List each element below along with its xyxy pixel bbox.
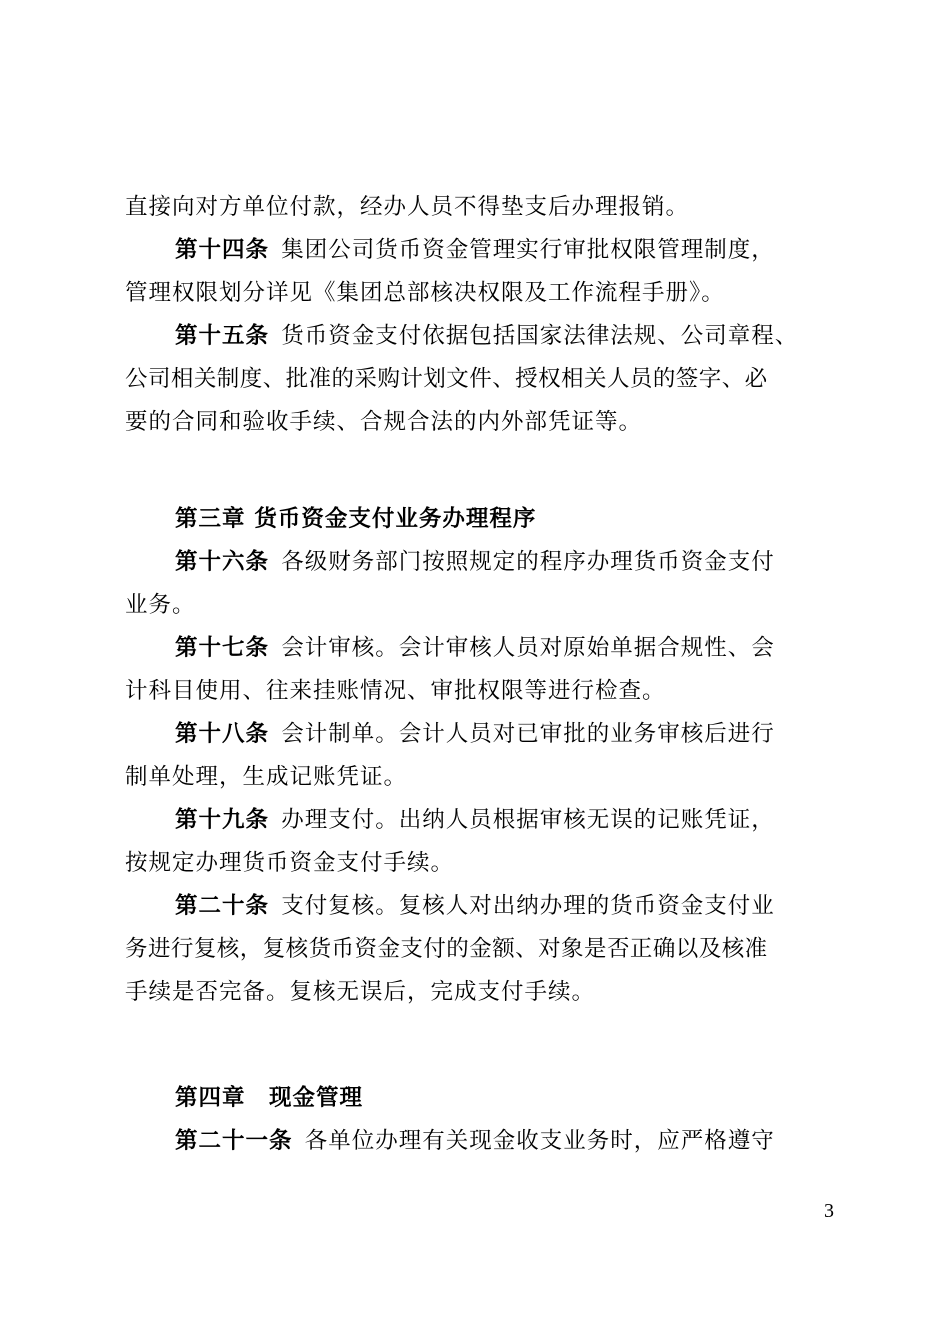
page-number: 3 xyxy=(824,1200,834,1222)
article-label: 第二十一条 xyxy=(175,1128,293,1154)
article-label: 第十四条 xyxy=(175,237,270,263)
article-14-line: 第十四条 集团公司货币资金管理实行审批权限管理制度， xyxy=(175,237,775,263)
article-label: 第十九条 xyxy=(175,807,270,833)
article-label: 第二十条 xyxy=(175,893,270,919)
body-line: 直接向对方单位付款，经办人员不得垫支后办理报销。 xyxy=(125,194,690,220)
article-label: 第十八条 xyxy=(175,721,270,747)
text-block-2 xyxy=(125,498,830,1014)
chapter-3-heading: 第三章 货币资金支付业务办理程序 xyxy=(175,506,537,532)
body-line: 计科目使用、往来挂账情况、审批权限等进行检查。 xyxy=(125,678,666,704)
body-line: 务进行复核，复核货币资金支付的金额、对象是否正确以及核准 xyxy=(125,936,768,962)
article-15-line: 第十五条 货币资金支付依据包括国家法律法规、公司章程、 xyxy=(175,323,799,349)
body-line: 手续是否完备。复核无误后，完成支付手续。 xyxy=(125,979,596,1005)
chapter-4-heading: 第四章 现金管理 xyxy=(175,1085,364,1111)
article-16-line: 第十六条 各级财务部门按照规定的程序办理货币资金支付 xyxy=(175,549,775,575)
body-line: 制单处理，生成记账凭证。 xyxy=(125,764,408,790)
body-line: 按规定办理货币资金支付手续。 xyxy=(125,850,455,876)
article-label: 第十七条 xyxy=(175,635,270,661)
body-line: 公司相关制度、批准的采购计划文件、授权相关人员的签字、必 xyxy=(125,366,768,392)
body-line: 管理权限划分详见《集团总部核决权限及工作流程手册》。 xyxy=(125,280,725,306)
article-20-line: 第二十条 支付复核。复核人对出纳办理的货币资金支付业 xyxy=(175,893,775,919)
article-label: 第十六条 xyxy=(175,549,270,575)
article-17-line: 第十七条 会计审核。会计审核人员对原始单据合规性、会 xyxy=(175,635,775,661)
article-21-line: 第二十一条 各单位办理有关现金收支业务时，应严格遵守 xyxy=(175,1128,775,1154)
article-label: 第十五条 xyxy=(175,323,270,349)
article-18-line: 第十八条 会计制单。会计人员对已审批的业务审核后进行 xyxy=(175,721,775,747)
text-block-1 xyxy=(125,186,830,444)
text-block-3 xyxy=(125,1077,830,1163)
body-line: 业务。 xyxy=(125,592,196,618)
body-line: 要的合同和验收手续、合规合法的内外部凭证等。 xyxy=(125,409,643,435)
article-19-line: 第十九条 办理支付。出纳人员根据审核无误的记账凭证， xyxy=(175,807,775,833)
